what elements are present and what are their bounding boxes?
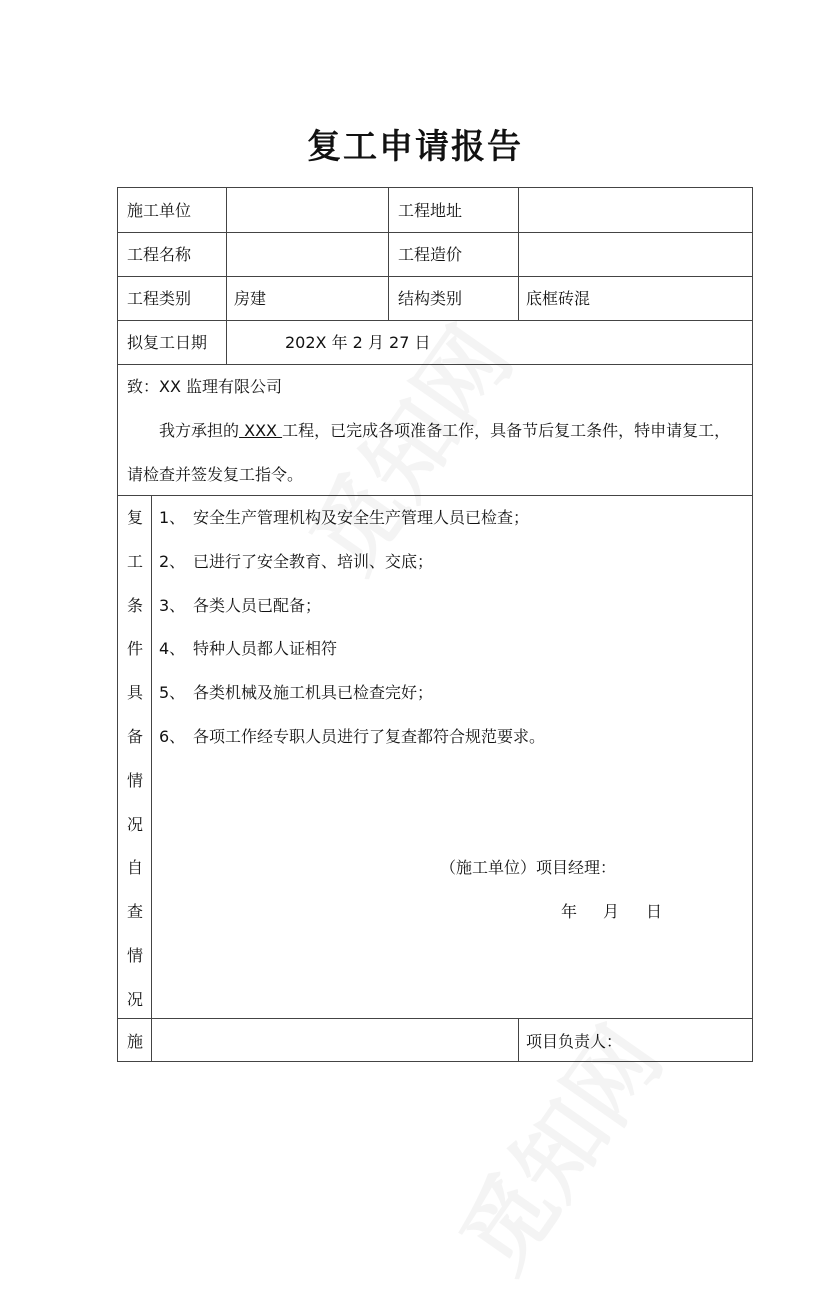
side-char: 况 bbox=[126, 815, 143, 834]
contractor-label: 施工单位 bbox=[127, 201, 192, 220]
project-name-label: 工程名称 bbox=[127, 245, 192, 264]
resume-date-label: 拟复工日期 bbox=[127, 333, 208, 352]
side-char: 条 bbox=[126, 596, 143, 615]
item-number: 6、 bbox=[159, 727, 186, 746]
signature-month: 月 bbox=[603, 902, 620, 921]
side-char: 复 bbox=[126, 508, 143, 527]
manager-signature-label: （施工单位）项目经理： bbox=[440, 858, 617, 877]
item-text: 安全生产管理机构及安全生产管理人员已检查； bbox=[193, 508, 530, 527]
item-number: 3、 bbox=[159, 596, 186, 615]
side-char: 件 bbox=[126, 639, 143, 658]
checklist-item bbox=[159, 683, 185, 703]
checklist-item bbox=[159, 639, 185, 659]
document-title: 复工申请报告 bbox=[307, 127, 523, 167]
item-text: 各类机械及施工机具已检查完好； bbox=[193, 683, 434, 702]
signature-day: 日 bbox=[646, 902, 663, 921]
side-char: 情 bbox=[126, 946, 143, 965]
address-label: 工程地址 bbox=[398, 201, 463, 220]
letter-prefix: 我方承担的 bbox=[159, 421, 240, 440]
category-label: 工程类别 bbox=[127, 289, 192, 308]
item-number: 4、 bbox=[159, 639, 186, 658]
side-char: 情 bbox=[126, 771, 143, 790]
letter-recipient: 致：XX 监理有限公司 bbox=[127, 377, 283, 396]
side-char: 工 bbox=[126, 552, 143, 571]
bottom-side-char: 施 bbox=[126, 1032, 143, 1051]
letter-body-line-1 bbox=[159, 421, 730, 441]
application-form-table bbox=[117, 187, 753, 1062]
checklist-item bbox=[159, 596, 185, 616]
checklist-item bbox=[159, 508, 185, 528]
responsible-person-label: 项目负责人： bbox=[526, 1032, 623, 1051]
side-char: 自 bbox=[126, 858, 143, 877]
side-char: 备 bbox=[126, 727, 143, 746]
item-number: 1、 bbox=[159, 508, 186, 527]
item-text: 已进行了安全教育、培训、交底； bbox=[193, 552, 434, 571]
letter-suffix: 工程，已完成各项准备工作，具备节后复工条件，特申请复工， bbox=[282, 421, 731, 440]
signature-year: 年 bbox=[561, 902, 578, 921]
checklist-item bbox=[159, 727, 185, 747]
structure-value: 底框砖混 bbox=[526, 289, 591, 308]
item-number: 2、 bbox=[159, 552, 186, 571]
structure-label: 结构类别 bbox=[398, 289, 463, 308]
cost-label: 工程造价 bbox=[398, 245, 463, 264]
item-text: 各类人员已配备； bbox=[193, 596, 322, 615]
checklist-item bbox=[159, 552, 185, 572]
resume-date-value: 202X 年 2 月 27 日 bbox=[285, 333, 431, 352]
side-char: 况 bbox=[126, 990, 143, 1009]
side-char: 查 bbox=[126, 902, 143, 921]
category-value: 房建 bbox=[234, 289, 267, 308]
letter-project-name: XXX bbox=[239, 421, 283, 440]
side-char: 具 bbox=[126, 683, 143, 702]
item-number: 5、 bbox=[159, 683, 186, 702]
item-text: 特种人员都人证相符 bbox=[193, 639, 338, 658]
letter-body-line-2: 请检查并签发复工指令。 bbox=[127, 465, 304, 484]
item-text: 各项工作经专职人员进行了复查都符合规范要求。 bbox=[193, 727, 546, 746]
